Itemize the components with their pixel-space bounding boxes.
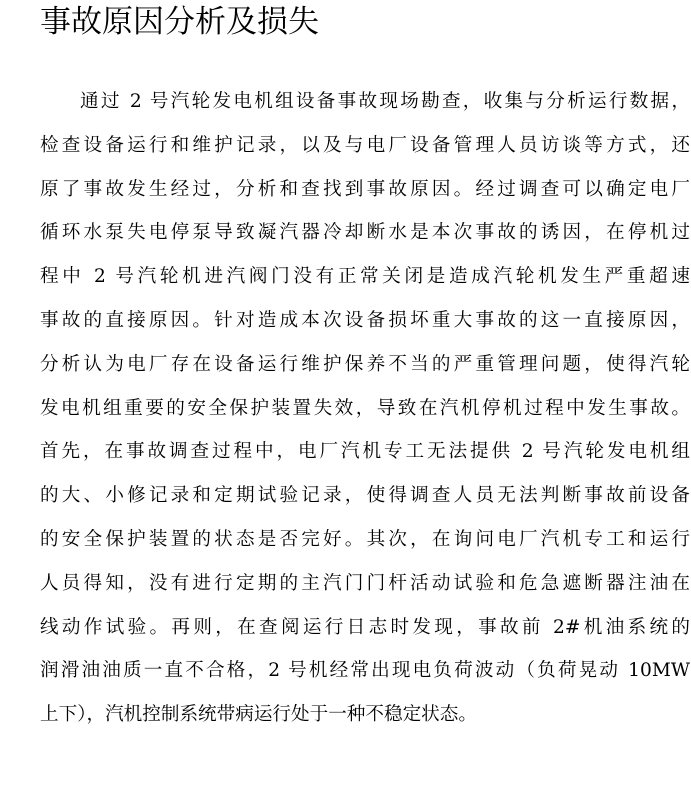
paragraph-line: 分析认为电厂存在设备运行维护保养不当的严重管理问题，使得汽轮 [40,353,690,375]
paragraph-line: 上下），汽机控制系统带病运行处于一种不稳定状态。 [40,704,477,726]
paragraph-line: 检查设备运行和维护记录，以及与电厂设备管理人员访谈等方式，还 [40,134,690,156]
paragraph-line: 通过 2 号汽轮发电机组设备事故现场勘查，收集与分析运行数据， [80,91,690,112]
paragraph-line: 的大、小修记录和定期试验记录，使得调查人员无法判断事故前设备 [40,485,690,507]
paragraph-line: 线动作试验。再则，在查阅运行日志时发现，事故前 2#机油系统的 [40,616,690,638]
paragraph-line: 发电机组重要的安全保护装置失效，导致在汽机停机过程中发生事故。 [40,397,690,419]
body-paragraph [40,80,690,737]
paragraph-line: 人员得知，没有进行定期的主汽门门杆活动试验和危急遮断器注油在 [40,572,690,594]
paragraph-line: 润滑油油质一直不合格，2 号机经常出现电负荷波动（负荷晃动 10MW [40,660,690,682]
paragraph-line: 循环水泵失电停泵导致凝汽器冷却断水是本次事故的诱因，在停机过 [40,222,690,244]
paragraph-line: 程中 2 号汽轮机进汽阀门没有正常关闭是造成汽轮机发生严重超速 [40,266,690,288]
paragraph-line: 事故的直接原因。针对造成本次设备损坏重大事故的这一直接原因， [40,309,690,331]
section-title: 事故原因分析及损失 [40,4,319,40]
paragraph-line: 首先，在事故调查过程中，电厂汽机专工无法提供 2 号汽轮发电机组 [40,441,690,463]
paragraph-line: 的安全保护装置的状态是否完好。其次，在询问电厂汽机专工和运行 [40,528,690,550]
paragraph-line: 原了事故发生经过，分析和查找到事故原因。经过调查可以确定电厂 [40,178,690,200]
